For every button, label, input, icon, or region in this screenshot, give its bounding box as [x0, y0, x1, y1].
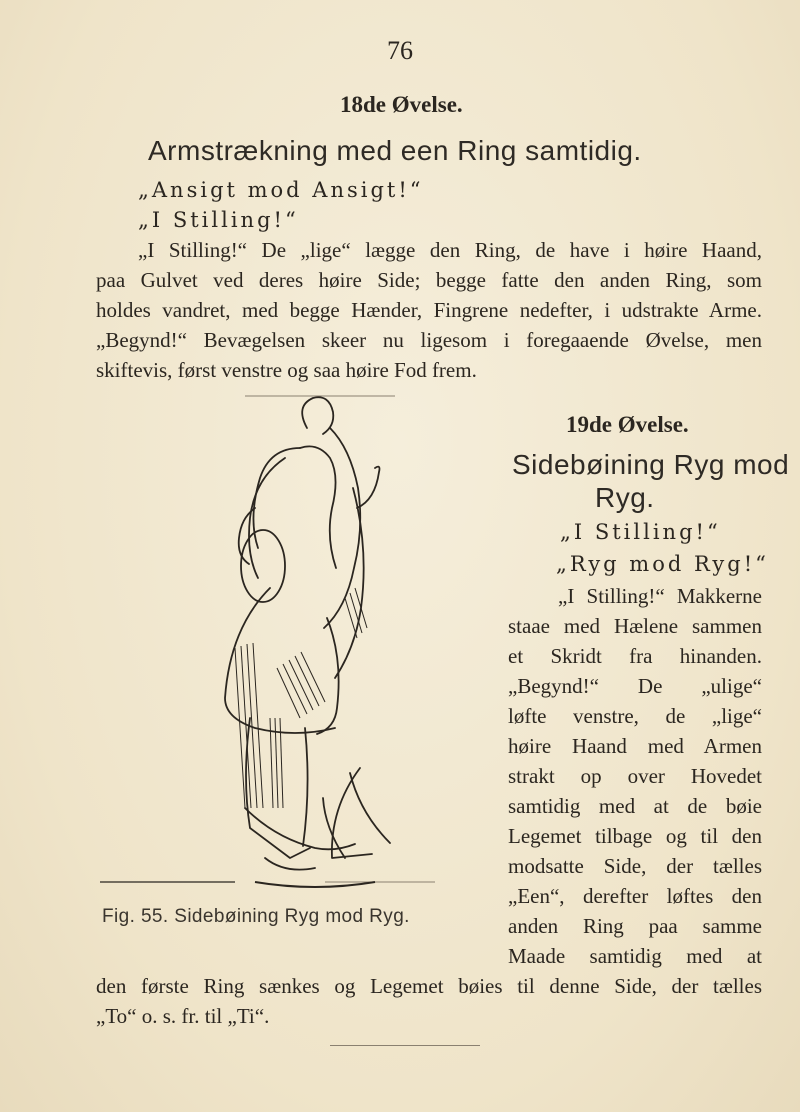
exercise-19-title: 19de Øvelse. — [566, 412, 689, 437]
ring-left-hand — [241, 530, 285, 602]
exercise-19-column-line: „I Stilling!“ Makkerne — [558, 584, 762, 608]
exercise-19-column-line: „Begynd!“ De „ulige“ — [508, 674, 762, 698]
figure-caption: Fig. 55. Sidebøining Ryg mod Ryg. — [102, 906, 410, 927]
exercise-18-command-2: „I Stilling!“ — [138, 208, 299, 232]
exercise-18-body-line: skiftevis, først venstre og saa høire Fod frem. — [96, 358, 477, 382]
exercise-18-body-line: „Begynd!“ Bevægelsen skeer nu ligesom i foregaaende Øvelse, men — [96, 328, 762, 352]
exercise-19-command-1: „I Stilling!“ — [560, 520, 721, 544]
exercise-19-full-line: „To“ o. s. fr. til „Ti“. — [96, 1004, 270, 1028]
right-figure — [323, 428, 390, 858]
exercise-18-command-1: „Ansigt mod Ansigt!“ — [138, 178, 424, 202]
exercise-19-command-2: „Ryg mod Ryg!“ — [556, 552, 769, 576]
exercise-19-column-line: staae med Hælene sammen — [508, 614, 762, 638]
figure-illustration — [95, 388, 440, 893]
exercise-18-subtitle: Armstrækning med een Ring samtidig. — [148, 135, 642, 166]
exercise-19-column-line: anden Ring paa samme — [508, 914, 762, 938]
exercise-19-subtitle-line-2: Ryg. — [595, 482, 655, 513]
exercise-19-column-line: „Een“, derefter løftes den — [508, 884, 762, 908]
exercise-19-column-line: strakt op over Hovedet — [508, 764, 762, 788]
exercise-19-column-line: et Skridt fra hinanden. — [508, 644, 762, 668]
raised-arm-ring-left — [302, 397, 333, 434]
feet-left — [265, 858, 315, 870]
exercise-19-subtitle-line-1: Sidebøining Ryg mod — [512, 449, 790, 480]
exercise-18-title: 18de Øvelse. — [340, 92, 463, 117]
exercise-19-column-line: høire Haand med Armen — [508, 734, 762, 758]
ground-shadow — [255, 882, 375, 887]
exercise-19-column-line: modsatte Side, der tælles — [508, 854, 762, 878]
exercise-19-column-line: samtidig med at de bøie — [508, 794, 762, 818]
exercise-18-body-line: holdes vandret, med begge Hænder, Fingrene nedefter, i udstrakte Arme. — [96, 298, 762, 322]
left-figure — [225, 397, 355, 869]
exercise-19-column-line: løfte venstre, de „lige“ — [508, 704, 762, 728]
exercise-18-body-line: „I Stilling!“ De „lige“ lægge den Ring, de have i høire Haand, — [138, 238, 762, 262]
exercise-19-full-line: den første Ring sænkes og Legemet bøies til denne Side, der tælles — [96, 974, 762, 998]
exercise-18-body-line: paa Gulvet ved deres høire Side; begge fatte den anden Ring, som — [96, 268, 762, 292]
closing-rule — [330, 1045, 480, 1046]
exercise-19-column-line: Maade samtidig med at — [508, 944, 762, 968]
exercise-19-column-line: Legemet tilbage og til den — [508, 824, 762, 848]
page-number: 76 — [387, 36, 413, 65]
